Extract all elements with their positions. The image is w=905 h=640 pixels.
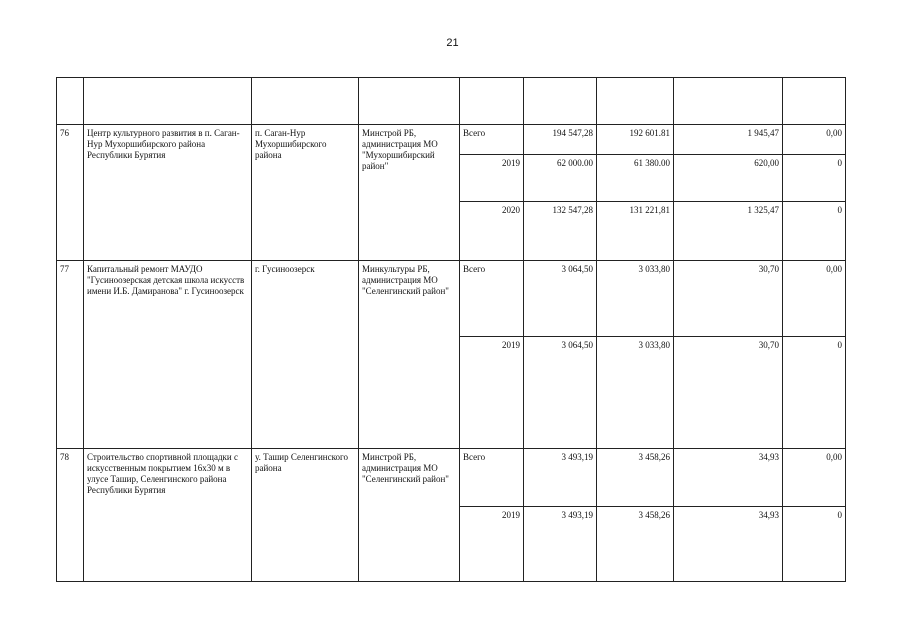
federal-amount: 3 033,80 xyxy=(597,261,674,337)
row-number: 78 xyxy=(57,449,84,582)
row-number: 77 xyxy=(57,261,84,449)
table-row xyxy=(57,449,846,507)
period-year: Всего xyxy=(460,261,524,337)
table-cell xyxy=(674,78,783,125)
total-amount: 194 547,28 xyxy=(524,125,597,155)
period-year: 2019 xyxy=(460,507,524,582)
total-amount: 3 493,19 xyxy=(524,507,597,582)
table-cell xyxy=(57,78,84,125)
local-amount: 0 xyxy=(783,155,846,202)
table-row-empty xyxy=(57,78,846,125)
federal-amount: 131 221,81 xyxy=(597,202,674,261)
period-year: 2020 xyxy=(460,202,524,261)
period-year: Всего xyxy=(460,449,524,507)
regional-amount: 620,00 xyxy=(674,155,783,202)
federal-amount: 61 380.00 xyxy=(597,155,674,202)
total-amount: 132 547,28 xyxy=(524,202,597,261)
object-name: Капитальный ремонт МАУДО "Гусиноозерская детская школа искусств имени И.Б. Дамиранова" г. Гусиноозерск xyxy=(84,261,252,449)
regional-amount: 1 945,47 xyxy=(674,125,783,155)
page-number: 21 xyxy=(446,37,459,49)
row-number: 76 xyxy=(57,125,84,261)
total-amount: 3 493,19 xyxy=(524,449,597,507)
table-row xyxy=(57,261,846,337)
local-amount: 0 xyxy=(783,202,846,261)
regional-amount: 1 325,47 xyxy=(674,202,783,261)
federal-amount: 3 458,26 xyxy=(597,449,674,507)
federal-amount: 3 458,26 xyxy=(597,507,674,582)
budget-table xyxy=(56,77,846,582)
regional-amount: 34,93 xyxy=(674,449,783,507)
table-cell xyxy=(597,78,674,125)
table-cell xyxy=(460,78,524,125)
regional-amount: 34,93 xyxy=(674,507,783,582)
federal-amount: 3 033,80 xyxy=(597,337,674,449)
executor: Минстрой РБ, администрация МО "Мухоршибирский район" xyxy=(359,125,460,261)
local-amount: 0 xyxy=(783,507,846,582)
table-cell xyxy=(783,78,846,125)
local-amount: 0 xyxy=(783,337,846,449)
object-name: Центр культурного развития в п. Саган-Нур Мухоршибирского района Республики Бурятия xyxy=(84,125,252,261)
object-location: г. Гусиноозерск xyxy=(252,261,359,449)
period-year: 2019 xyxy=(460,155,524,202)
total-amount: 62 000.00 xyxy=(524,155,597,202)
regional-amount: 30,70 xyxy=(674,261,783,337)
total-amount: 3 064,50 xyxy=(524,337,597,449)
object-name: Строительство спортивной площадки с искусственным покрытием 16х30 м в улусе Ташир, Селенгинского района Республики Бурятия xyxy=(84,449,252,582)
executor: Минстрой РБ, администрация МО "Селенгинский район" xyxy=(359,449,460,582)
local-amount: 0,00 xyxy=(783,261,846,337)
local-amount: 0,00 xyxy=(783,125,846,155)
object-location: п. Саган-Нур Мухоршибирского района xyxy=(252,125,359,261)
table-cell xyxy=(359,78,460,125)
period-year: 2019 xyxy=(460,337,524,449)
local-amount: 0,00 xyxy=(783,449,846,507)
period-year: Всего xyxy=(460,125,524,155)
object-location: у. Ташир Селенгинского района xyxy=(252,449,359,582)
regional-amount: 30,70 xyxy=(674,337,783,449)
table-row xyxy=(57,125,846,155)
total-amount: 3 064,50 xyxy=(524,261,597,337)
executor: Минкультуры РБ, администрация МО "Селенгинский район" xyxy=(359,261,460,449)
table-cell xyxy=(524,78,597,125)
federal-amount: 192 601.81 xyxy=(597,125,674,155)
table-cell xyxy=(252,78,359,125)
table-cell xyxy=(84,78,252,125)
